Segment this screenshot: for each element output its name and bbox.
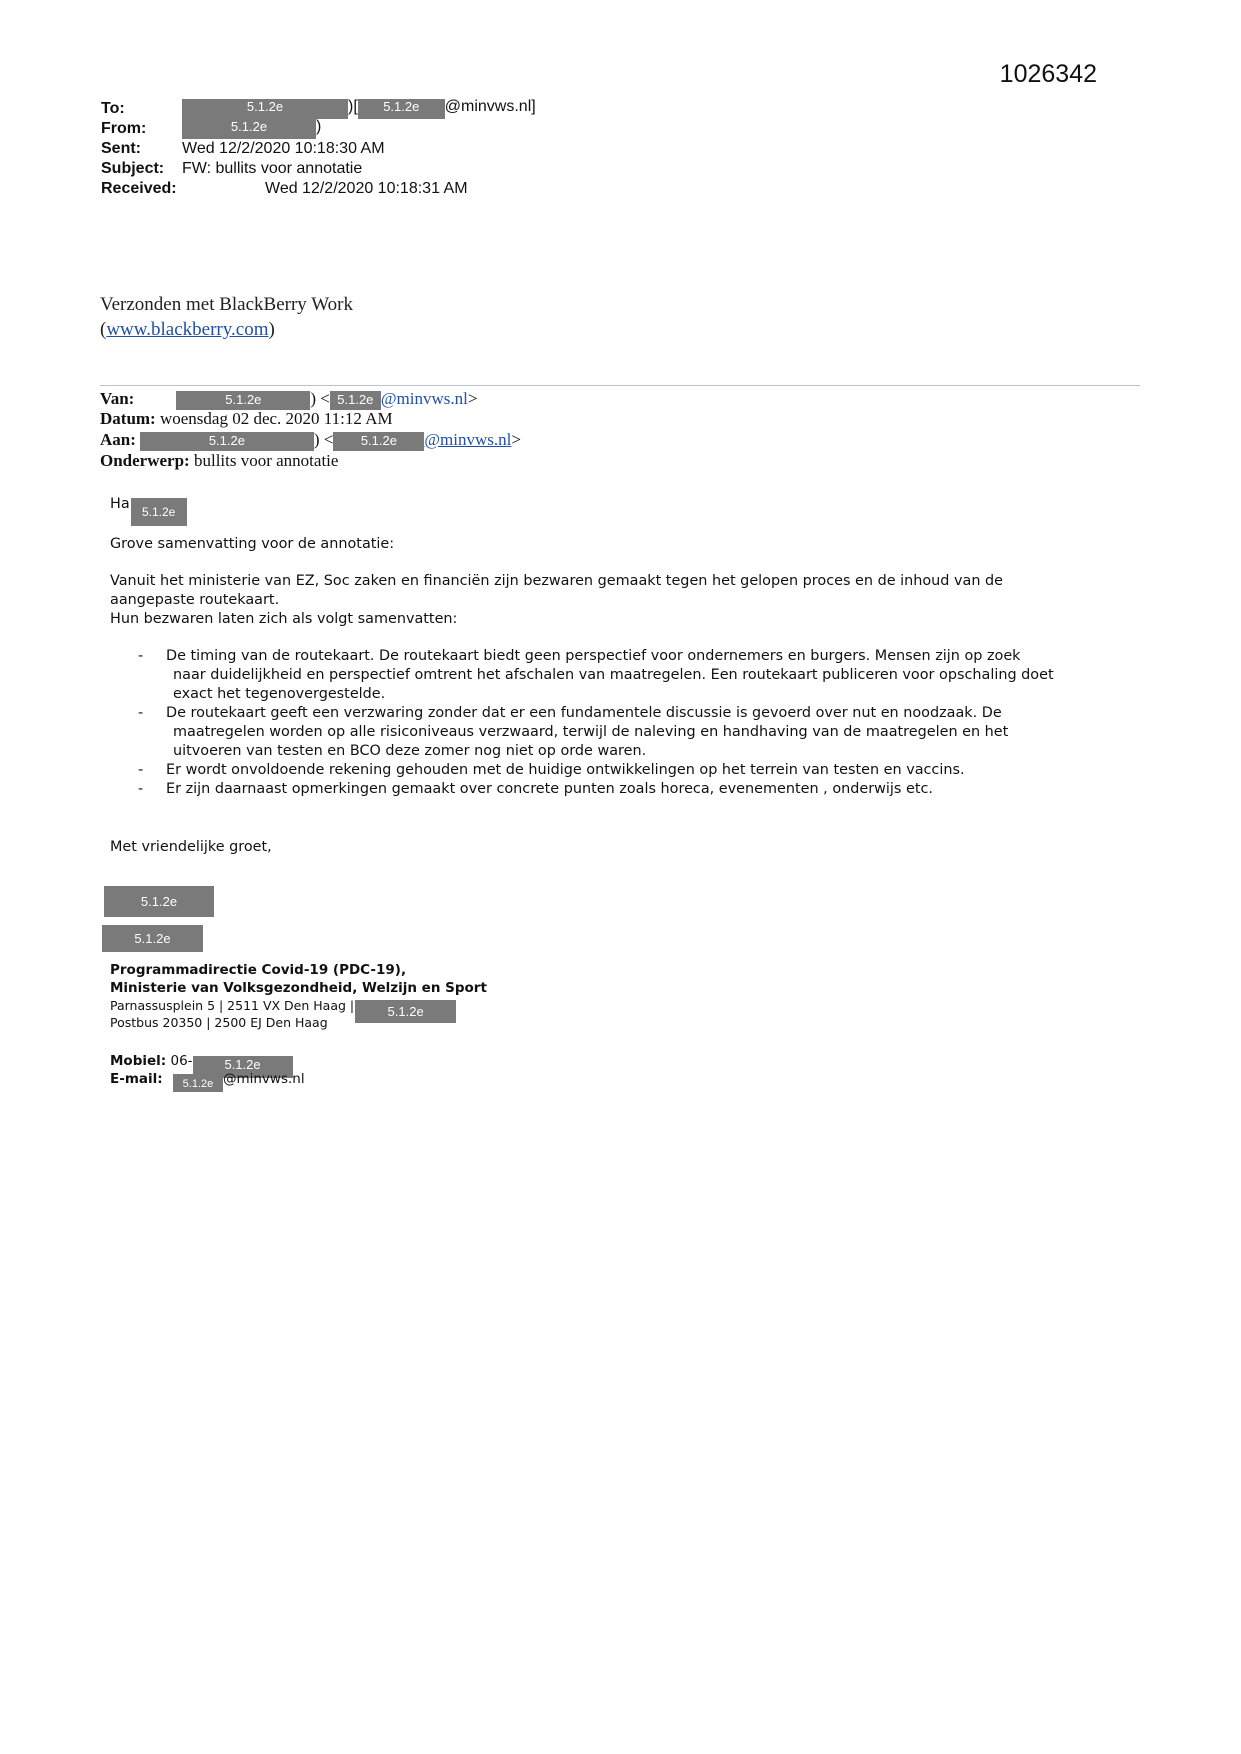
datum-line — [100, 408, 393, 429]
para1-line1: Vanuit het ministerie van EZ, Soc zaken en financiën zijn bezwaren gemaakt tegen het gelopen proces en de inhoud van de — [110, 573, 1004, 589]
to-domain: @minvws.nl] — [444, 98, 536, 115]
email-label: E-mail: — [110, 1071, 163, 1087]
to-bracket: )[ — [348, 98, 358, 115]
blackberry-link-line — [100, 317, 353, 342]
list-item — [138, 647, 1138, 704]
redaction-box: 5.1.2e — [140, 432, 314, 451]
document-number: 1026342 — [999, 60, 1097, 88]
bullet-text: Er wordt onvoldoende rekening gehouden met de huidige ontwikkelingen op het terrein van testen en vaccins. — [166, 762, 965, 778]
from-paren: ) — [316, 118, 322, 135]
redaction-box: 5.1.2e — [102, 925, 203, 952]
bullet-dash: - — [138, 705, 144, 721]
address-text: Parnassusplein 5 | 2511 VX Den Haag | — [110, 998, 355, 1013]
paren-close: ) — [268, 319, 275, 340]
redaction-box: 5.1.2e — [176, 391, 310, 410]
bullet-dash: - — [138, 781, 144, 797]
redaction-box: 5.1.2e — [104, 886, 214, 917]
bullet-text: maatregelen worden op alle risiconiveaus verzwaard, terwijl de naleving en handhaving van de maatregelen en het — [173, 724, 1009, 740]
received-value: Wed 12/2/2020 10:18:31 AM — [265, 180, 468, 197]
bullet-dash: - — [138, 648, 144, 664]
email-line — [110, 1071, 305, 1092]
onderwerp-label: Onderwerp: — [100, 451, 190, 470]
org-line-2: Ministerie van Volksgezondheid, Welzijn en Sport — [110, 980, 487, 996]
redaction-box: 5.1.2e — [330, 391, 381, 410]
redaction-box: 5.1.2e — [173, 1074, 223, 1092]
sent-label: Sent: — [101, 140, 141, 157]
onderwerp-line — [100, 450, 338, 471]
sent-value: Wed 12/2/2020 10:18:30 AM — [182, 140, 385, 157]
blackberry-signature — [100, 292, 353, 342]
van-email-link[interactable]: @minvws.nl — [380, 389, 468, 408]
para1-line2: aangepaste routekaart. — [110, 592, 280, 608]
aan-end: > — [511, 430, 521, 449]
blackberry-line: Verzonden met BlackBerry Work — [100, 294, 353, 315]
closing-text: Met vriendelijke groet, — [110, 839, 272, 855]
redaction-box: 5.1.2e — [131, 498, 187, 526]
van-label: Van: — [100, 389, 135, 408]
bullet-text: naar duidelijkheid en perspectief omtrent het afschalen van maatregelen. Een routekaart publiceren voor opschaling doet — [173, 667, 1054, 683]
datum-value: woensdag 02 dec. 2020 11:12 AM — [159, 409, 393, 428]
mobile-label: Mobiel: — [110, 1053, 167, 1069]
subject-value: FW: bullits voor annotatie — [182, 160, 363, 177]
list-item — [138, 761, 1138, 780]
aan-email-link[interactable]: @minvws.nl — [424, 430, 512, 449]
to-value — [182, 97, 536, 119]
list-item — [138, 704, 1138, 761]
received-label: Received: — [101, 180, 177, 197]
redaction-box: 5.1.2e — [193, 1056, 293, 1078]
to-label: To: — [101, 100, 125, 117]
redaction-box: 5.1.2e — [355, 1000, 456, 1023]
intro-text: Grove samenvatting voor de annotatie: — [110, 536, 395, 552]
van-line — [100, 388, 477, 410]
para1-line3: Hun bezwaren laten zich als volgt samenvatten: — [110, 611, 458, 627]
van-mid: ) < — [310, 389, 330, 408]
from-label: From: — [101, 120, 147, 137]
greeting — [110, 495, 187, 526]
bullet-dash: - — [138, 762, 144, 778]
bullet-text: Er zijn daarnaast opmerkingen gemaakt over concrete punten zoals horeca, evenementen , onderwijs etc. — [166, 781, 933, 797]
list-item — [138, 780, 1138, 799]
email-domain[interactable]: @minvws.nl — [222, 1071, 305, 1087]
bullet-text: uitvoeren van testen en BCO deze zomer nog niet op orde waren. — [173, 743, 647, 759]
bullet-text: De routekaart geeft een verzwaring zonder dat er een fundamentele discussie is gevoerd over nut en noodzaak. De — [166, 705, 1002, 721]
bullet-list — [138, 647, 1138, 799]
redaction-box: 5.1.2e — [182, 99, 348, 119]
bullet-text: exact het tegenovergestelde. — [173, 686, 386, 702]
onderwerp-value: bullits voor annotatie — [193, 451, 339, 470]
van-end: > — [467, 389, 478, 408]
subject-label: Subject: — [101, 160, 165, 177]
redaction-box: 5.1.2e — [182, 119, 316, 139]
org-line-1: Programmadirectie Covid-19 (PDC-19), — [110, 962, 407, 978]
bullet-text: De timing van de routekaart. De routekaart biedt geen perspectief voor ondernemers en burgers. Mensen zijn op zoek — [166, 648, 1021, 664]
datum-label: Datum: — [100, 409, 156, 428]
redaction-box: 5.1.2e — [358, 99, 445, 119]
aan-mid: ) < — [313, 430, 334, 449]
from-value — [182, 117, 321, 139]
separator-line — [100, 385, 1140, 386]
blackberry-link[interactable]: www.blackberry.com — [106, 319, 269, 340]
aan-label: Aan: — [100, 430, 136, 449]
aan-line — [100, 429, 521, 451]
mobile-prefix: 06- — [170, 1053, 193, 1069]
paren-open: ( — [100, 319, 107, 340]
redaction-box: 5.1.2e — [333, 432, 424, 451]
address-line-2: Postbus 20350 | 2500 EJ Den Haag — [110, 1015, 328, 1030]
greeting-text: Ha — [110, 496, 130, 512]
